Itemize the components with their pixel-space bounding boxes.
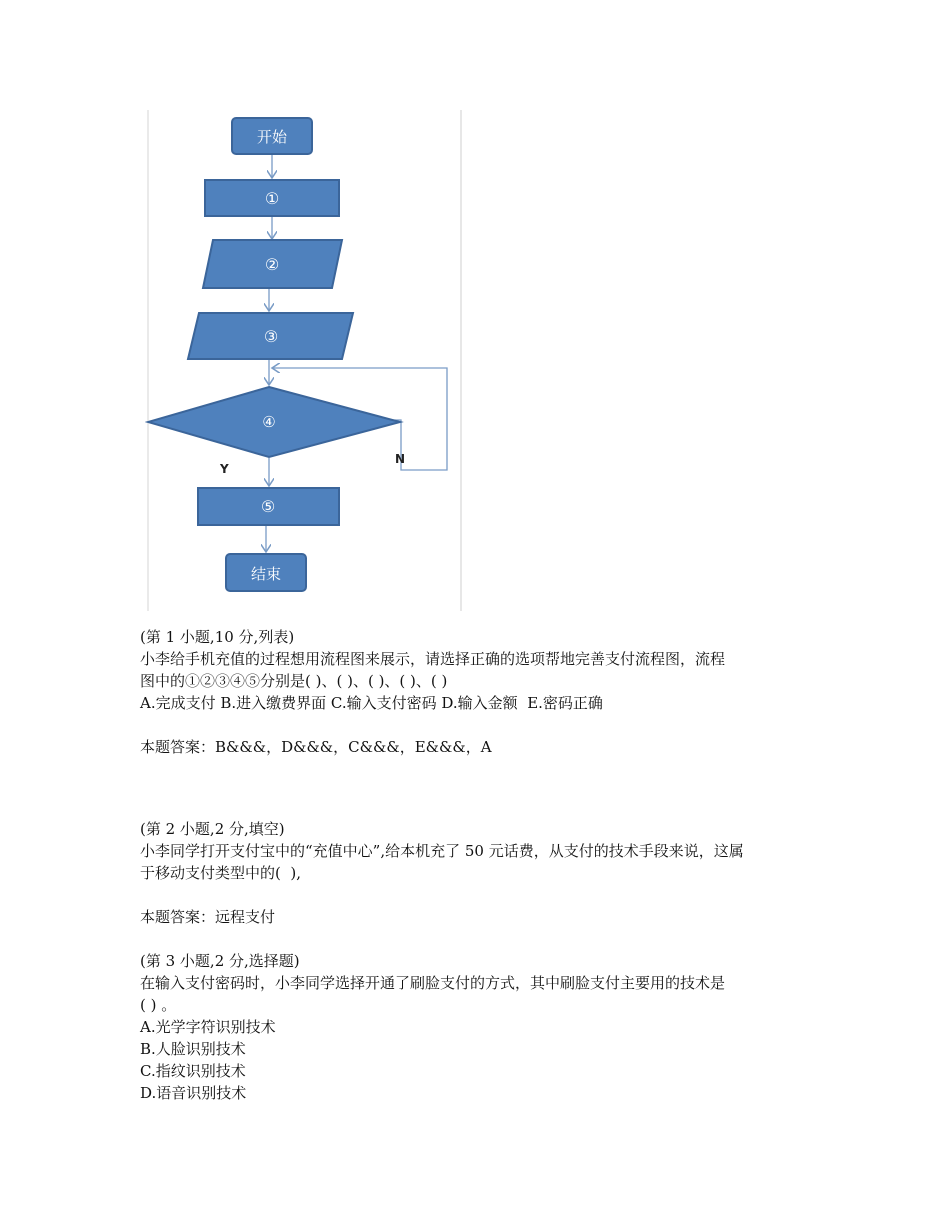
question-3 <box>140 950 820 1104</box>
question-stem-line: 小李同学打开支付宝中的“充值中心”,给本机充了 50 元话费，从支付的技术手段来说，这属 <box>140 842 744 860</box>
question-stem-line: ( ) 。 <box>140 996 177 1014</box>
question-stem-line: 于移动支付类型中的( ), <box>140 864 302 882</box>
payment-flowchart <box>145 108 465 613</box>
question-stem-line: 在输入支付密码时，小李同学选择开通了刷脸支付的方式，其中刷脸支付主要用的技术是 <box>140 974 726 992</box>
question-header: (第 3 小题,2 分,选择题) <box>140 952 300 970</box>
answer-text: 本题答案：B&&&，D&&&，C&&&，E&&&，A <box>140 738 492 756</box>
option-line: B.人脸识别技术 <box>140 1040 246 1058</box>
end-label: 结束 <box>250 565 282 583</box>
question-header: (第 2 小题,2 分,填空) <box>140 820 285 838</box>
decision-label-4: ④ <box>262 413 276 431</box>
process-label-1: ① <box>264 189 280 208</box>
question-stem-line: 图中的①②③④⑤分别是( )、( )、( )、( )、( ) <box>140 672 448 690</box>
option-line: C.指纹识别技术 <box>140 1062 246 1080</box>
question-list <box>140 626 820 1104</box>
io-label-2: ② <box>264 255 280 274</box>
io-label-3: ③ <box>263 327 279 346</box>
question-2 <box>140 818 820 928</box>
question-header: (第 1 小题,10 分,列表) <box>140 628 295 646</box>
answer-text: 本题答案：远程支付 <box>140 908 276 926</box>
option-line: A.完成支付 B.进入缴费界面 C.输入支付密码 D.输入金额 E.密码正确 <box>140 694 603 712</box>
option-line: A.光学字符识别技术 <box>140 1018 276 1036</box>
question-stem-line: 小李给手机充值的过程想用流程图来展示，请选择正确的选项帮地完善支付流程图，流程 <box>140 650 726 668</box>
process-label-5: ⑤ <box>260 497 276 516</box>
option-line: D.语音识别技术 <box>140 1084 247 1102</box>
yes-label: Y <box>220 462 229 476</box>
start-label: 开始 <box>256 128 288 146</box>
no-label: N <box>395 452 406 466</box>
question-1 <box>140 626 820 758</box>
